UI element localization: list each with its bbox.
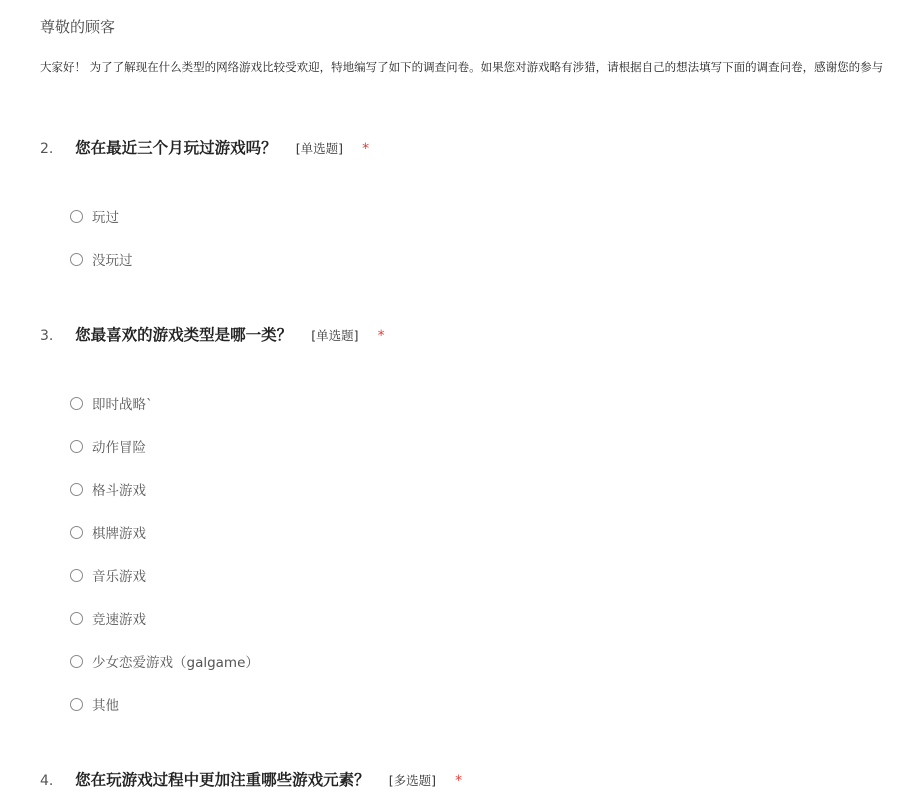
question-title: 您在玩游戏过程中更加注重哪些游戏元素？ bbox=[75, 770, 370, 789]
radio-button[interactable] bbox=[70, 253, 83, 266]
option-played[interactable] bbox=[70, 206, 119, 226]
option-label: 其他 bbox=[92, 698, 119, 714]
radio-button[interactable] bbox=[70, 526, 83, 539]
option-label: 少女恋爱游戏（galgame） bbox=[92, 655, 259, 671]
option-fighting[interactable] bbox=[70, 479, 146, 499]
option-label: 竞速游戏 bbox=[92, 612, 146, 628]
question-number: 4. bbox=[40, 773, 54, 789]
required-asterisk: * bbox=[377, 328, 385, 344]
required-asterisk: * bbox=[362, 141, 370, 157]
option-music[interactable] bbox=[70, 565, 146, 585]
radio-button[interactable] bbox=[70, 655, 83, 668]
question-number: 2. bbox=[40, 141, 54, 157]
radio-button[interactable] bbox=[70, 569, 83, 582]
option-racing[interactable] bbox=[70, 608, 146, 628]
question-type-label: [单选题] bbox=[311, 328, 359, 343]
question-title: 您最喜欢的游戏类型是哪一类？ bbox=[75, 325, 293, 344]
intro-text: 大家好！ 为了了解现在什么类型的网络游戏比较受欢迎，特地编写了如下的调查问卷。如果您对游戏略有涉猎，请根据自己的想法填写下面的调查问卷，感谢您的参与 bbox=[40, 60, 884, 74]
radio-button[interactable] bbox=[70, 698, 83, 711]
required-asterisk: * bbox=[455, 773, 463, 789]
option-board-card[interactable] bbox=[70, 522, 146, 542]
question-4-header bbox=[40, 768, 462, 790]
option-label: 音乐游戏 bbox=[92, 569, 146, 585]
radio-button[interactable] bbox=[70, 440, 83, 453]
option-label: 动作冒险 bbox=[92, 440, 146, 456]
option-label: 棋牌游戏 bbox=[92, 526, 146, 542]
radio-button[interactable] bbox=[70, 612, 83, 625]
option-rts[interactable] bbox=[70, 393, 153, 413]
option-not-played[interactable] bbox=[70, 249, 133, 269]
question-title: 您在最近三个月玩过游戏吗？ bbox=[75, 138, 277, 157]
option-label: 格斗游戏 bbox=[92, 483, 146, 499]
radio-button[interactable] bbox=[70, 397, 83, 410]
option-action-adventure[interactable] bbox=[70, 436, 146, 456]
option-galgame[interactable] bbox=[70, 651, 259, 671]
option-label: 没玩过 bbox=[92, 253, 133, 269]
question-number: 3. bbox=[40, 328, 54, 344]
question-2-header bbox=[40, 136, 369, 158]
question-type-label: [单选题] bbox=[295, 141, 343, 156]
option-other[interactable] bbox=[70, 694, 119, 714]
option-label: 即时战略` bbox=[92, 397, 153, 413]
radio-button[interactable] bbox=[70, 483, 83, 496]
option-label: 玩过 bbox=[92, 210, 119, 226]
greeting-heading: 尊敬的顾客 bbox=[40, 18, 116, 36]
radio-button[interactable] bbox=[70, 210, 83, 223]
question-3-header bbox=[40, 323, 385, 345]
question-type-label: [多选题] bbox=[388, 773, 436, 788]
